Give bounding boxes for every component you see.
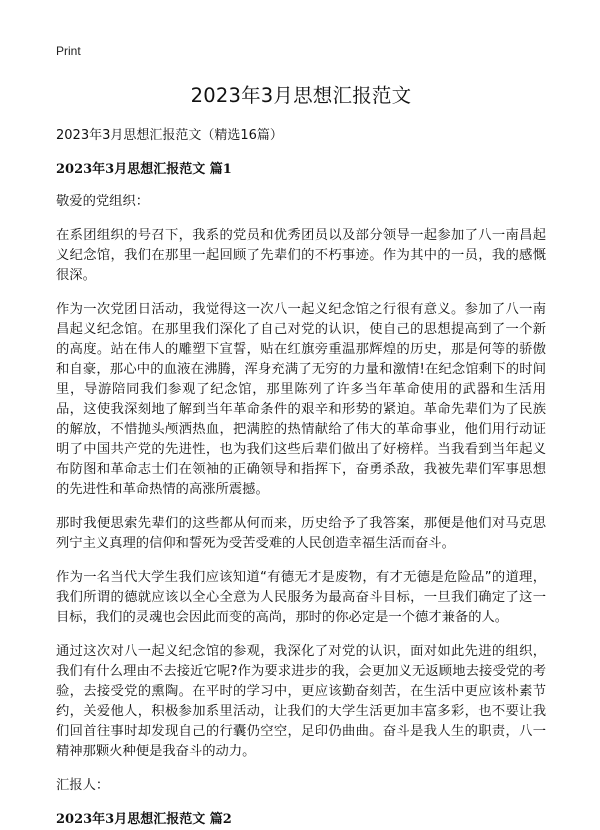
document-subtitle: 2023年3月思想汇报范文（精选16篇） xyxy=(56,128,283,143)
section-heading-2: 2023年3月思想汇报范文 篇2 xyxy=(56,812,232,827)
paragraph-1: 在系团组织的号召下，我系的党员和优秀团员以及部分领导一起参加了八一南昌起义纪念馆，我们在那里一起回顾了先辈们的不朽事迹。作为其中的一员，我的感慨很深。 xyxy=(56,228,546,283)
section-heading-1: 2023年3月思想汇报范文 篇1 xyxy=(56,162,232,177)
print-link[interactable]: Print xyxy=(56,44,81,58)
page-title: 2023年3月思想汇报范文 xyxy=(190,84,412,107)
reporter-signature-line: 汇报人： xyxy=(56,778,110,793)
paragraph-4: 作为一名当代大学生我们应该知道“有德无才是废物，有才无德是危险品”的道理，我们所谓的德就应该以全心全意为人民服务为最高奋斗目标，一旦我们确定了这一目标，我们的灵魂也会因此而变的高尚，那时的你必定是一个德才兼备的人。 xyxy=(56,570,546,625)
paragraph-3: 那时我便思索先辈们的这些都从何而来，历史给予了我答案，那便是他们对马克思列宁主义真理的信仰和誓死为受苦受难的人民创造幸福生活而奋斗。 xyxy=(56,516,546,551)
salutation: 敬爱的党组织： xyxy=(56,194,150,209)
paragraph-5: 通过这次对八一起义纪念馆的参观，我深化了对党的认识，面对如此先进的组织，我们有什么理由不去接近它呢?作为要求进步的我，会更加义无返顾地去接受党的考验，去接受党的熏陶。在平时的学习中，更应该勤奋刻苦，在生活中更应该朴素节约，关爱他人，积极参加系里活动，让我们的大学生活更加丰富多彩，也不要让我们回首往事时却发现自己的行囊仍空空，足印仍曲曲。奋斗是我人生的职责，八一精神那颗火种便是我奋斗的动力。 xyxy=(56,644,546,759)
paragraph-2: 作为一次党团日活动，我觉得这一次八一起义纪念馆之行很有意义。参加了八一南昌起义纪念馆。在那里我们深化了自己对党的认识，使自己的思想提高到了一个新的高度。站在伟人的雕塑下宣誓，贴在红旗旁重温那辉煌的历史，那是何等的骄傲和自豪，那心中的血液在沸腾，浑身充满了无穷的力量和激情!在纪念馆剩下的时间里，导游陪同我们参观了纪念馆，那里陈列了许多当年革命使用的武器和生活用品，这使我深刻地了解到当年革命条件的艰辛和形势的紧迫。革命先辈们为了民族的解放，不惜抛头颅洒热血，把满腔的热情献给了伟大的革命事业，他们用行动证明了中国共产党的先进性，也为我们这些后辈们做出了好榜样。当我看到当年起义布防图和革命志士们在领袖的正确领导和指挥下，奋勇杀敌，我被先辈们军事思想的先进性和革命热情的高涨所震撼。 xyxy=(56,302,546,497)
